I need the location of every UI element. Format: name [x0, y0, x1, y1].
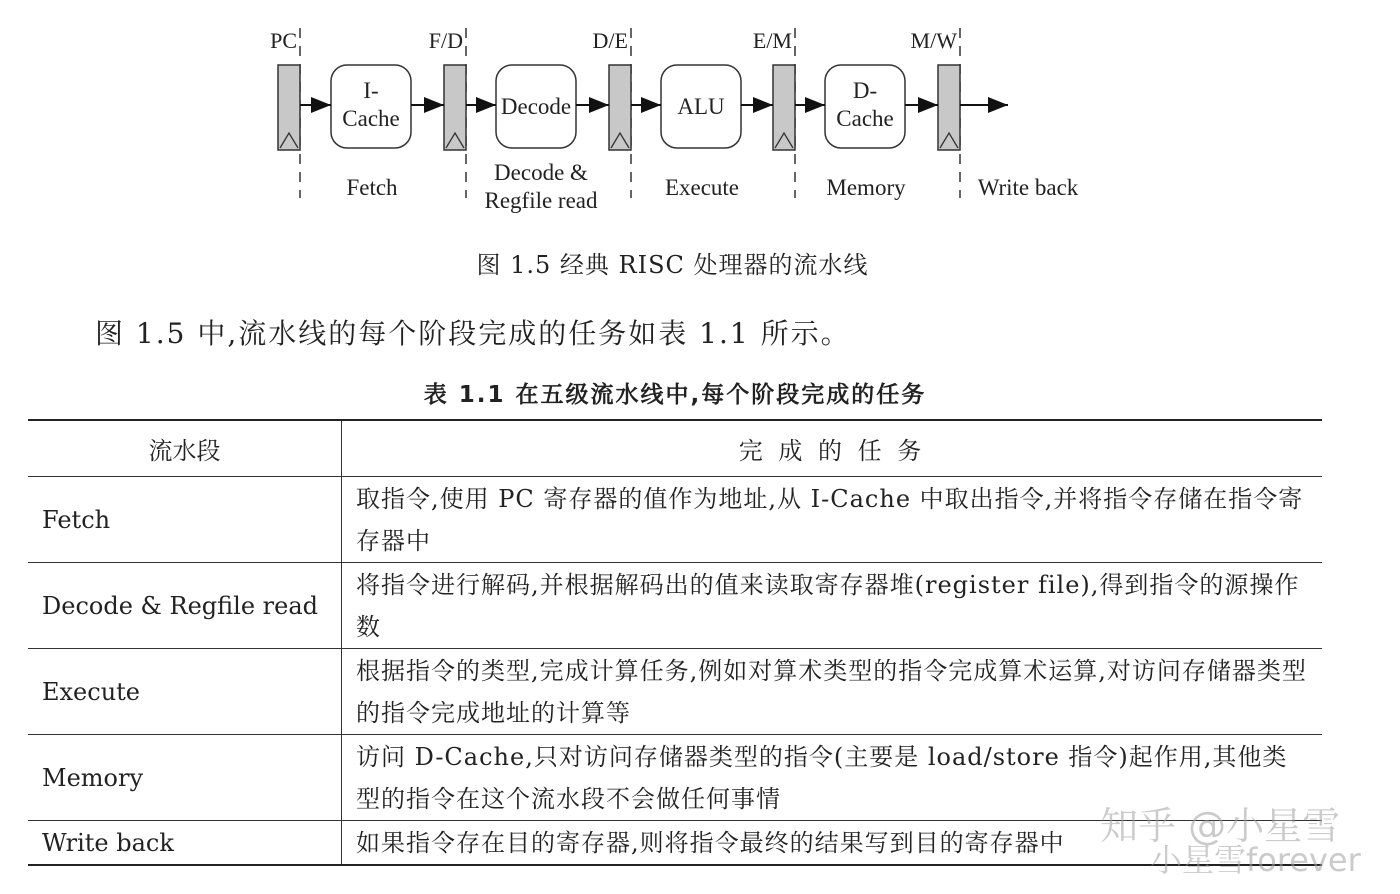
- stage-cell: Write back: [28, 821, 342, 866]
- task-cell: 访问 D-Cache,只对访问存储器类型的指令(主要是 load/store 指令)起作用,其他类型的指令在这个流水段不会做任何事情: [342, 735, 1323, 821]
- unit-label: I-: [363, 78, 379, 103]
- register-label: E/M: [752, 28, 792, 53]
- stage-label: Execute: [664, 175, 740, 200]
- watermark: 知乎 @小星雪: [1100, 804, 1341, 848]
- paragraph: 图 1.5 中,流水线的每个阶段完成的任务如表 1.1 所示。: [95, 317, 851, 350]
- header-task: 完 成 的 任 务: [342, 420, 1323, 477]
- pipeline-register: [444, 65, 466, 150]
- stage-cell: Fetch: [28, 477, 342, 563]
- table-row: [28, 477, 1322, 563]
- table-header-row: [28, 420, 1322, 477]
- register-label: M/W: [910, 28, 957, 53]
- pipeline-diagram: [0, 0, 1400, 230]
- unit-label: Decode: [500, 94, 572, 119]
- stage-cell: Memory: [28, 735, 342, 821]
- pipeline-task-table: [28, 419, 1322, 866]
- register-label: F/D: [428, 28, 463, 53]
- header-stage: 流水段: [28, 420, 342, 477]
- task-cell: 取指令,使用 PC 寄存器的值作为地址,从 I-Cache 中取出指令,并将指令存储在指令寄存器中: [342, 477, 1323, 563]
- table-row: [28, 649, 1322, 735]
- pipeline-register: [609, 65, 631, 150]
- pipeline-register: [278, 65, 300, 150]
- register-label: D/E: [592, 28, 628, 53]
- figure-caption: 图 1.5 经典 RISC 处理器的流水线: [476, 251, 869, 279]
- stage-label: Write back: [977, 175, 1079, 200]
- unit-label: D-: [852, 78, 878, 103]
- unit-label: Cache: [836, 106, 894, 131]
- unit-label: ALU: [677, 94, 725, 119]
- stage-cell: Execute: [28, 649, 342, 735]
- stage-label: Decode &: [494, 160, 588, 185]
- table-row: [28, 563, 1322, 649]
- table-title: 表 1.1 在五级流水线中,每个阶段完成的任务: [423, 382, 927, 408]
- stage-label: Memory: [826, 175, 906, 200]
- stage-cell: Decode & Regfile read: [28, 563, 342, 649]
- pipeline-register: [773, 65, 795, 150]
- task-cell: 根据指令的类型,完成计算任务,例如对算术类型的指令完成算术运算,对访问存储器类型的指令完成地址的计算等: [342, 649, 1323, 735]
- pipeline-register: [938, 65, 960, 150]
- watermark: 小星雪forever: [1150, 841, 1361, 879]
- register-label: PC: [270, 28, 297, 53]
- task-cell: 如果指令存在目的寄存器,则将指令最终的结果写到目的寄存器中: [342, 821, 1323, 866]
- unit-label: Cache: [342, 106, 400, 131]
- stage-label: Fetch: [346, 175, 398, 200]
- stage-label: Regfile read: [484, 188, 598, 213]
- task-cell: 将指令进行解码,并根据解码出的值来读取寄存器堆(register file),得到指令的源操作数: [342, 563, 1323, 649]
